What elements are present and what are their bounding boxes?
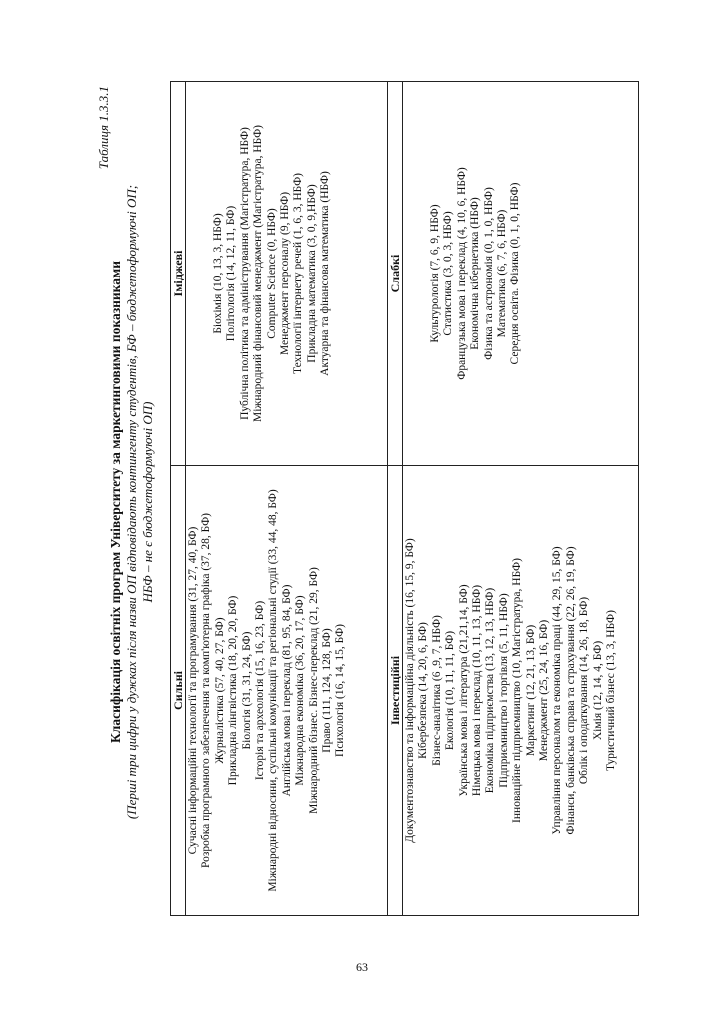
list-item: Політологія (14, 12, 11, БФ) bbox=[225, 205, 238, 342]
list-item: Економіка підприємства (13, 12, 13, НБФ) bbox=[484, 587, 497, 794]
list-item: Біологія (31, 31, 24, БФ) bbox=[240, 631, 253, 750]
list-item: Бізнес-аналітика (6 ,9, 7, НБФ) bbox=[430, 615, 443, 766]
list-item: Міжнародний бізнес. Бізнес-переклад (21, 29, БФ) bbox=[307, 567, 320, 814]
list-item: Психологія (16, 14, 15, БФ) bbox=[334, 624, 347, 757]
cell-investment bbox=[403, 466, 639, 916]
list-item: Хімія (12, 14, 4, БФ) bbox=[591, 640, 604, 741]
list-item: Англійська мова і переклад (81, 95, 84, БФ) bbox=[280, 584, 293, 797]
list-item: Фінанси, банківська справа та страхування (22, 26, 19, БФ) bbox=[564, 546, 577, 835]
header-investment: Інвестиційні bbox=[388, 466, 403, 916]
list-item: Менеджмент персоналу (9, НБФ) bbox=[279, 191, 292, 356]
rotated-page-content bbox=[86, 82, 618, 922]
table-label: Таблиця 1.3.3.1 bbox=[96, 86, 111, 170]
list-item: Інноваційне підприємництво (10, Магістратура, НБФ) bbox=[511, 558, 524, 823]
list-item: Сучасні інформаційні технології та програмування (31, 27, 40, БФ) bbox=[187, 526, 199, 855]
list-item: Економічна кібернетика (НБФ) bbox=[469, 197, 482, 350]
header-image: Іміджеві bbox=[171, 82, 186, 466]
table-subtitle-line-1: (Перші три цифри у дужках після назви ОП відповідають контингенту студентів, БФ – бюджетоформуючі ОП; bbox=[124, 184, 139, 820]
list-item: Маркетинг (12, 21, 13, БФ) bbox=[524, 624, 537, 757]
list-item: Українська мова і література (21,21,14, БФ) bbox=[457, 584, 470, 797]
header-strong: Сильні bbox=[171, 466, 186, 916]
list-item: Культурологія (7, 6, 9, НБФ) bbox=[429, 204, 441, 343]
list-item: Середня освіта. Фізика (0, 1, 0, НБФ) bbox=[509, 182, 522, 365]
list-item: Прикладна лінгвістика (18, 20, 20, БФ) bbox=[227, 595, 240, 786]
list-item: Німецька мова і переклад (10, 11, 13, НБФ) bbox=[471, 584, 484, 797]
list-item: Міжнародна економіка (36, 20, 17, БФ) bbox=[294, 595, 307, 786]
list-item: Французька мова і переклад (4, 10, 6, НБФ) bbox=[455, 167, 468, 380]
classification-table bbox=[170, 81, 639, 916]
list-item: Облік і оподаткування (14, 26, 18, БФ) bbox=[578, 596, 591, 785]
list-item: Історія та археологія (15, 16, 23, БФ) bbox=[254, 600, 267, 781]
list-item: Актуарна та фінансова математика (НБФ) bbox=[319, 171, 332, 376]
list-item: Туристичний бізнес (13, 3, НБФ) bbox=[605, 610, 618, 771]
list-item: Computer Science (0, НБФ) bbox=[265, 208, 278, 339]
list-item: Міжнародні відносини, суспільні комунікації та регіональні студії (33, 44, 48, БФ) bbox=[267, 489, 280, 892]
list-item: Біохімія (10, 13, 3, НБФ) bbox=[212, 213, 224, 334]
list-item: Розробка програмного забезпечення та комп'ютерна графіка (37, 28, БФ) bbox=[200, 513, 213, 868]
header-weak: Слабкі bbox=[388, 82, 403, 466]
list-item: Міжнародний фінансовий менеджмент (Магістратура, НБФ) bbox=[252, 125, 265, 423]
list-item: Екологія (10, 11, 11, БФ) bbox=[444, 630, 457, 751]
cell-weak bbox=[403, 82, 639, 466]
list-item: Кібербезпека (14, 20, 6, БФ) bbox=[417, 622, 430, 759]
cell-image bbox=[186, 82, 388, 466]
list-item: Документознавство та інформаційна діяльність (16, 15, 9, БФ) bbox=[404, 538, 416, 843]
title-block bbox=[108, 82, 156, 922]
table-subtitle-line-2: НБФ – не є бюджетоформуючі ОП) bbox=[140, 401, 155, 603]
list-item: Математика (6, 7, 6, НБФ) bbox=[496, 209, 509, 338]
list-item: Прикладна математика (3, 0, 9,НБФ) bbox=[305, 184, 318, 363]
list-item: Технології інтернету речей (1, 6, 3, НБФ) bbox=[292, 173, 305, 374]
list-item: Фізика та астрономія (0, 1, 0, НБФ) bbox=[482, 187, 495, 360]
page-number: 63 bbox=[356, 960, 368, 974]
list-item: Статистика (3, 0, 3, НБФ) bbox=[442, 211, 455, 336]
list-item: Управління персоналом та економіка праці (44, 29, 15, БФ) bbox=[551, 546, 564, 835]
list-item: Підприємництво і торгівля (5, 11, НБФ) bbox=[497, 593, 510, 788]
list-item: Публічна політика та адміністрування (Магістратура, НБФ) bbox=[238, 127, 251, 420]
table-title: Класифікація освітніх програм Університету за маркетинговими показниками bbox=[108, 261, 123, 743]
cell-strong bbox=[186, 466, 388, 916]
list-item: Право (111, 124, 128, БФ) bbox=[321, 628, 334, 753]
list-item: Журналістика (57, 40, 27, БФ) bbox=[213, 617, 226, 764]
list-item: Менеджмент (25, 24, 16, БФ) bbox=[538, 619, 551, 762]
